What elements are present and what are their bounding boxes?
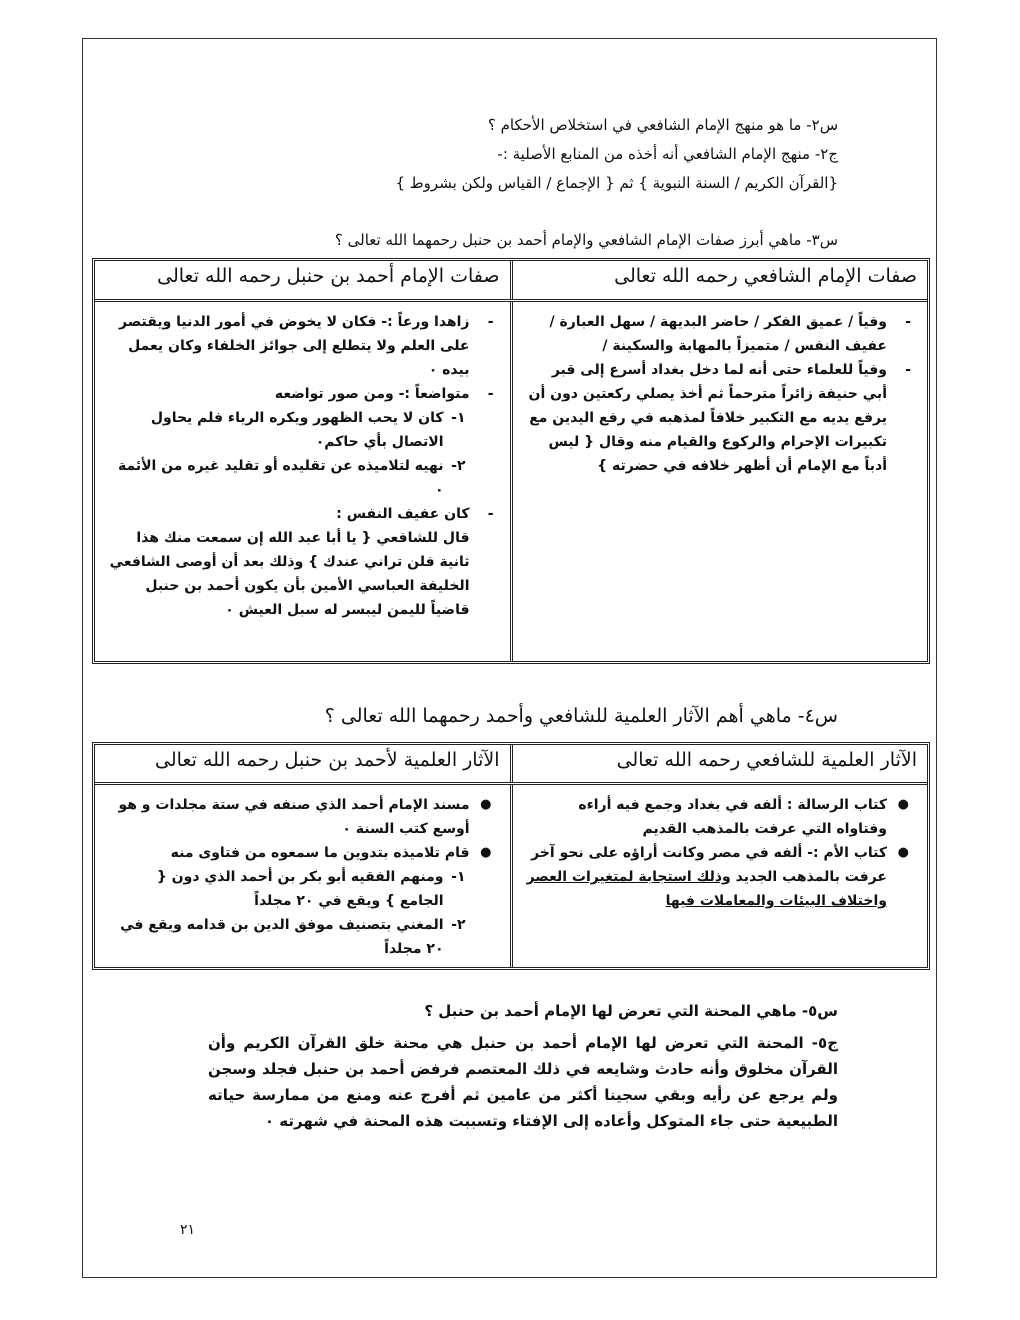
list-item: - وفياً للعلماء حتى أنه لما دخل بغداد أسرع إلى قبر أبي حنيفة زائراً مترحماً ثم أخذ يصلي ركعتين دون أن يرفع يديه مع التكبير خلافاً لمذهبه في رفع اليدين مع تكبيرات الإحرام والركوع والقيام منه وقال { ليس أدباً مع الإمام أن أظهر خلافه في حضرته } xyxy=(528,362,911,474)
sub-list-item: ٢- المغني بتصنيف موفق الدين بن قدامه ويقع في ٢٠ مجلداً xyxy=(120,917,466,957)
shafii-works-cell xyxy=(513,785,928,967)
works-table-body-row xyxy=(95,785,927,967)
list-item: ● قام تلاميذه بتدوين ما سمعوه من فتاوى منه ١- ومنهم الفقيه أبو بكر بن أحمد الذي دون { الجامع } ويقع في ٢٠ مجلداً ٢- المغني بتصنيف موفق الدين بن قدامه ويقع في ٢٠ مجلداً xyxy=(109,841,496,961)
list-item: ● مسند الإمام أحمد الذي صنفه في ستة مجلدات و هو أوسع كتب السنة ٠ xyxy=(118,797,492,837)
q5-answer: ج٥- المحنة التي تعرض لها الإمام أحمد بن حنبل هي محنة خلق القرآن الكريم وأن القرآن مخلوق وأنه حادث وشايعه في ذلك المعتصم فرفض أحمد بن حنبل فجلد وسجن ولم يرجع عن رأيه وبقي سجينا أكثر من عامين ثم أفرج عنه ومنع من ممارسة حياته الطبيعية حتى جاء المتوكل وأعاده إلى الإفتاء وتسببت هذه المحنة في شهرته ٠ xyxy=(208,1034,838,1130)
q2-answer-line1: ج٢- منهج الإمام الشافعي أنه أخذه من المنابع الأصلية :- xyxy=(497,145,838,163)
list-item: - زاهدا ورعاً :- فكان لا يخوض في أمور الدنيا ويقتصر على العلم ولا يتطلع إلى جوائز الخلفاء وكان يعمل بيده ٠ xyxy=(119,314,494,378)
list-item: - كان عفيف النفس : قال للشافعي { يا أبا عبد الله إن سمعت منك هذا ثانية فلن تراني عندك } وذلك بعد أن أوصى الشافعي الخليفة العباسي الأمين بأن يكون أحمد بن حنبل قاضياً لليمن ليبسر له سبل العيش ٠ xyxy=(109,502,496,622)
sub-list-item: ١- كان لا يحب الظهور ويكره الرياء فلم يحاول الاتصال بأي حاكم٠ xyxy=(150,410,466,450)
ahmad-quote-paragraph: قال للشافعي { يا أبا عبد الله إن سمعت منك هذا ثانية فلن تراني عندك } وذلك بعد أن أوصى الشافعي الخليفة العباسي الأمين بأن يكون أحمد بن حنبل قاضياً لليمن ليبسر له سبل العيش ٠ xyxy=(109,530,470,618)
shafii-traits-cell xyxy=(513,302,928,661)
ahmad-traits-header: صفات الإمام أحمد بن حنبل رحمه الله تعالى xyxy=(95,261,513,299)
shafii-works-header: الآثار العلمية للشافعي رحمه الله تعالى xyxy=(616,749,917,771)
page-number: ٢١ xyxy=(180,1222,196,1238)
sub-list-item: ٢- نهيه لتلاميذه عن تقليده أو تقليد غيره من الأئمة ٠ xyxy=(117,458,466,498)
ahmad-works-header: الآثار العلمية لأحمد بن حنبل رحمه الله تعالى xyxy=(95,745,513,782)
traits-table xyxy=(92,258,930,664)
list-item: ● كتاب الرسالة : ألفه في بغداد وجمع فيه أراءه وفتاواه التي عرفت بالمذهب القديم xyxy=(578,797,909,837)
traits-table-body-row xyxy=(95,302,927,661)
list-item: ● كتاب الأم :- ألفه في مصر وكانت أراؤه على نحو آخر عرفت بالمذهب الجديد وذلك استجابة لمتغيرات العصر واختلاف البيئات والمعاملات فيها xyxy=(526,845,909,909)
works-table xyxy=(92,742,930,970)
list-item: - وفياً / عميق الفكر / حاضر البديهة / سهل العبارة / عفيف النفس / متميزاً بالمهابة والسكينة / xyxy=(549,314,911,354)
q5-question: س٥- ماهي المحنة التي تعرض لها الإمام أحمد بن حنبل ؟ xyxy=(424,1002,838,1020)
q3-question: س٣- ماهي أبرز صفات الإمام الشافعي والإمام أحمد بن حنبل رحمهما الله تعالى ؟ xyxy=(334,231,838,249)
shafii-traits-header: صفات الإمام الشافعي رحمه الله تعالى xyxy=(614,265,917,287)
q4-question: س٤- ماهي أهم الآثار العلمية للشافعي وأحمد رحمهما الله تعالى ؟ xyxy=(324,705,838,727)
ahmad-works-cell xyxy=(95,785,513,967)
works-table-header-row xyxy=(95,745,927,785)
list-item: - متواضعاً :- ومن صور تواضعه ١- كان لا يحب الظهور ويكره الرياء فلم يحاول الاتصال بأي حاكم٠ ٢- نهيه لتلاميذه عن تقليده أو تقليد غيره من الأئمة ٠ xyxy=(109,382,496,502)
traits-table-header-row xyxy=(95,261,927,302)
sub-list-item: ١- ومنهم الفقيه أبو بكر بن أحمد الذي دون { الجامع } ويقع في ٢٠ مجلداً xyxy=(156,869,466,909)
ahmad-traits-cell xyxy=(95,302,513,661)
q2-question: س٢- ما هو منهج الإمام الشافعي في استخلاص الأحكام ؟ xyxy=(487,116,838,134)
q2-answer-line2: {القرآن الكريم / السنة النبوية } ثم { الإجماع / القياس ولكن بشروط } xyxy=(395,174,838,192)
